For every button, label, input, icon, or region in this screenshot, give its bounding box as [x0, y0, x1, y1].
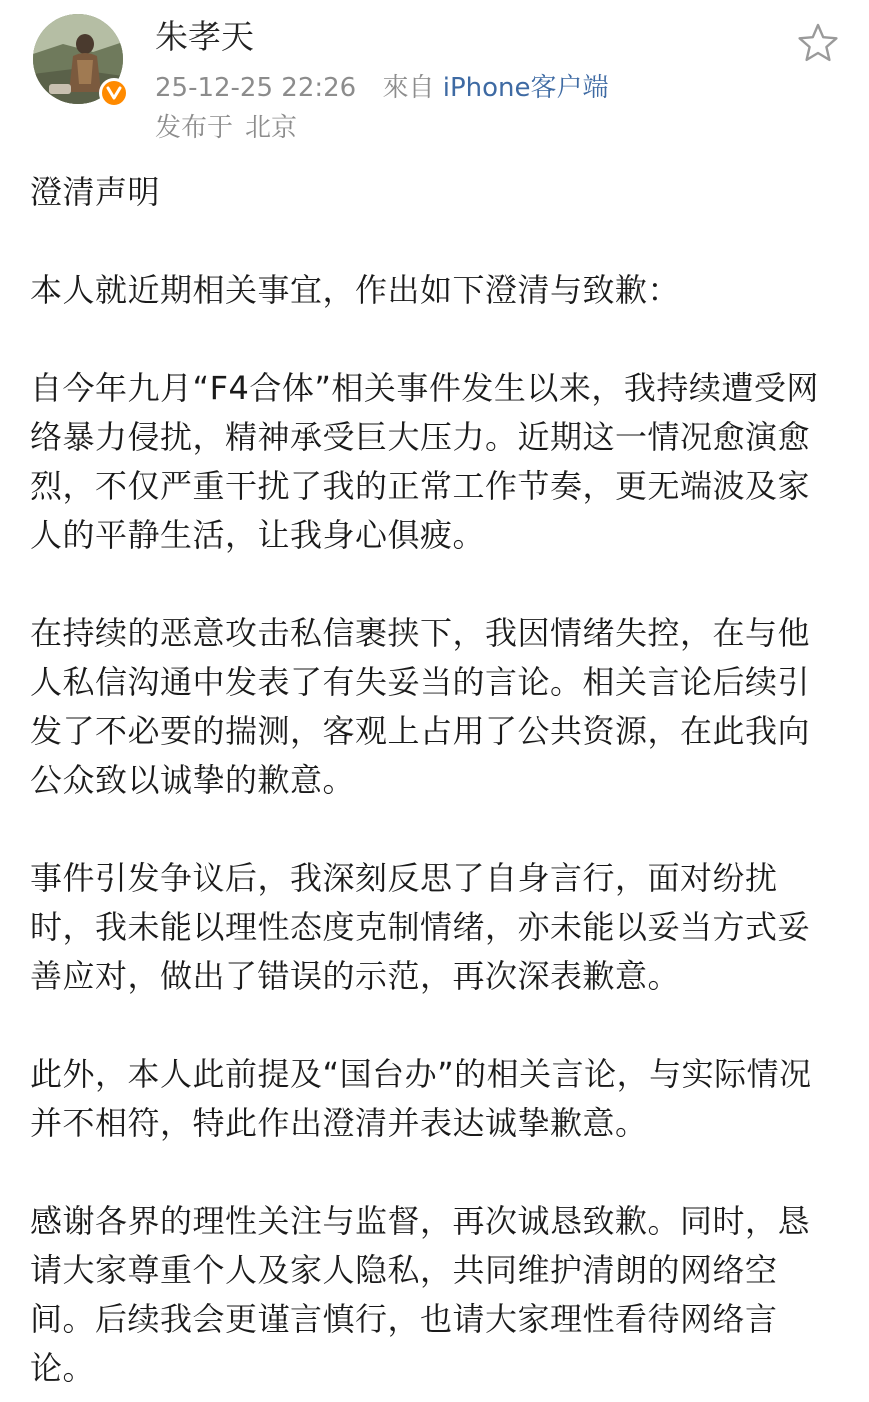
- location-city: 北京: [245, 113, 298, 143]
- post-location: [155, 110, 297, 146]
- verified-checkmark-icon: [99, 78, 129, 108]
- post-paragraph: 事件引发争议后，我深刻反思了自身言行，面对纷扰时，我未能以理性态度克制情绪，亦未能以妥当方式妥善应对，做出了错误的示范，再次深表歉意。: [30, 859, 811, 995]
- source-prefix: 來自: [382, 73, 435, 103]
- post-content: [30, 168, 830, 1393]
- source-link[interactable]: iPhone客户端: [442, 73, 609, 103]
- post-paragraph: 此外，本人此前提及“国台办”的相关言论，与实际情况并不相符，特此作出澄清并表达诚挚歉意。: [30, 1055, 812, 1142]
- star-outline-icon[interactable]: [797, 22, 839, 64]
- post-paragraph: 自今年九月“F4合体”相关事件发生以来，我持续遭受网络暴力侵扰，精神承受巨大压力。近期这一情况愈演愈烈，不仅严重干扰了我的正常工作节奏，更无端波及家人的平静生活，让我身心俱疲。: [30, 369, 819, 554]
- post-paragraph: 本人就近期相关事宜，作出如下澄清与致歉：: [30, 271, 681, 309]
- post-paragraph: 在持续的恶意攻击私信裹挟下，我因情绪失控，在与他人私信沟通中发表了有失妥当的言论。相关言论后续引发了不必要的揣测，客观上占用了公共资源，在此我向公众致以诚挚的歉意。: [30, 614, 811, 799]
- author-name[interactable]: 朱孝天: [155, 17, 254, 56]
- post-paragraph: 感谢各界的理性关注与监督，再次诚恳致歉。同时，恳请大家尊重个人及家人隐私，共同维护清朗的网络空间。后续我会更谨言慎行，也请大家理性看待网络言论。: [30, 1202, 811, 1387]
- post-paragraph: 澄清声明: [30, 173, 161, 211]
- post-timestamp: 25-12-25 22:26: [155, 73, 357, 103]
- location-prefix: 发布于: [155, 113, 234, 143]
- author-avatar[interactable]: [33, 14, 125, 106]
- post-meta: [155, 70, 609, 106]
